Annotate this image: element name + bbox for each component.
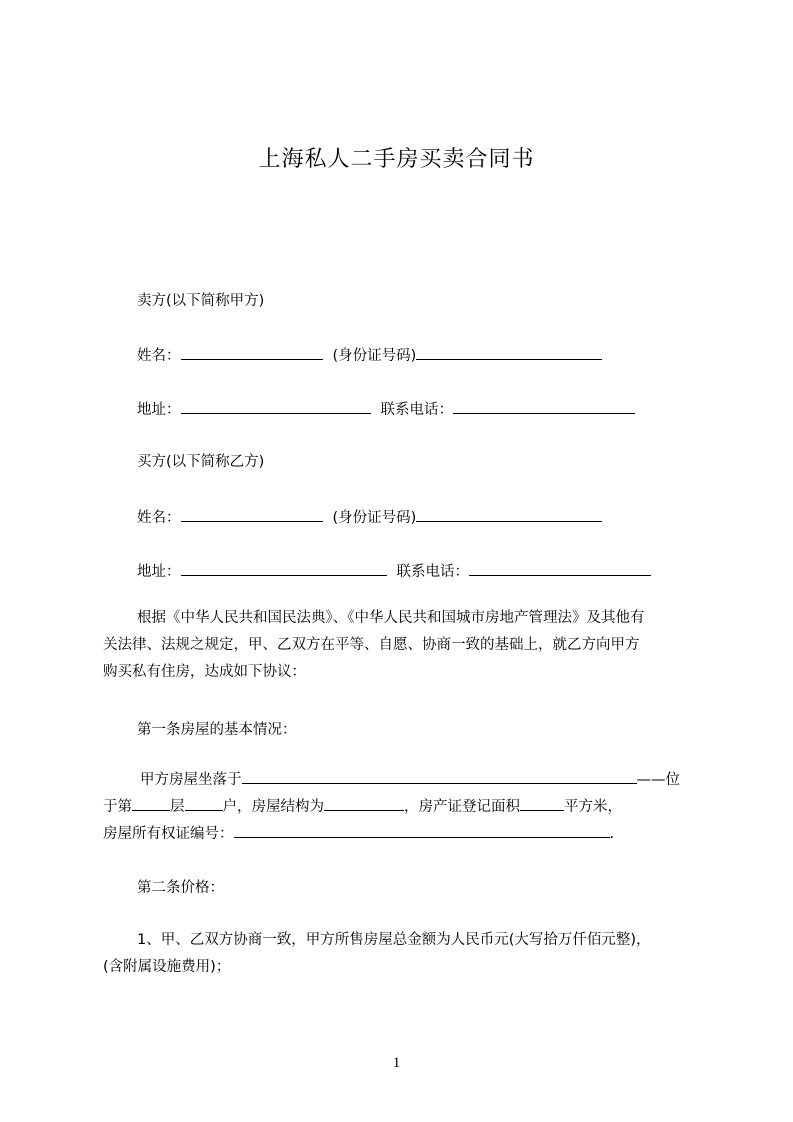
buyer-address-label: 地址： [137,564,181,580]
buyer-phone-blank[interactable] [469,560,651,576]
article1-paragraph [103,767,703,848]
area-unit: 平方米， [564,799,622,815]
preamble-line: 根据《中华人民共和国民法典》、《中华人民共和国城市房地产管理法》及其他有 [137,610,645,626]
location-label: 甲方房屋坐落于 [140,772,242,788]
certificate-blank[interactable] [234,822,610,838]
preamble-paragraph [103,605,703,686]
area-label: ，房产证登记面积 [404,799,520,815]
seller-name-row [137,344,602,366]
area-blank[interactable] [520,795,564,811]
article2-line: (含附属设施费用)； [103,959,231,975]
seller-name-blank[interactable] [181,344,323,360]
article2-line: 1、甲、乙双方协商一致，甲方所售房屋总金额为人民币元(大写拾万仟佰元整)， [137,932,651,948]
seller-phone-label: 联系电话： [380,402,453,418]
certificate-end: . [609,826,615,842]
structure-label: 户，房屋结构为 [222,799,324,815]
unit-blank[interactable] [185,795,223,811]
seller-heading: 卖方(以下简称甲方) [137,293,265,309]
article1-line [103,821,703,848]
buyer-phone-label: 联系电话： [396,564,469,580]
structure-blank[interactable] [324,795,404,811]
page-title: 上海私人二手房买卖合同书 [258,147,535,172]
buyer-name-row [137,506,602,528]
seller-id-label: (身份证号码) [332,348,417,364]
preamble-line: 购买私有住房，达成如下协议： [103,664,306,680]
floor-blank[interactable] [132,795,170,811]
buyer-address-row [137,560,651,582]
buyer-name-blank[interactable] [181,506,323,522]
seller-address-blank[interactable] [181,398,371,414]
buyer-address-blank[interactable] [181,560,387,576]
page-number: 1 [392,1055,401,1071]
buyer-id-label: (身份证号码) [332,510,417,526]
certificate-label: 房屋所有权证编号： [103,826,234,842]
floor-label: 层 [170,799,185,815]
article1-line [103,794,703,821]
seller-address-row [137,398,635,420]
floor-prefix: 于第 [103,799,132,815]
location-blank[interactable] [242,768,637,784]
buyer-id-blank[interactable] [416,506,602,522]
buyer-name-label: 姓名： [137,510,181,526]
seller-phone-blank[interactable] [453,398,635,414]
buyer-heading: 买方(以下简称乙方) [137,454,265,470]
location-suffix: ——位 [636,772,680,788]
seller-id-blank[interactable] [416,344,602,360]
article2-heading: 第二条价格： [137,880,224,896]
article2-paragraph [103,927,703,981]
article1-line [103,767,703,794]
article1-heading: 第一条房屋的基本情况： [137,722,297,738]
seller-address-label: 地址： [137,402,181,418]
seller-name-label: 姓名： [137,348,181,364]
preamble-line: 关法律、法规之规定，甲、乙双方在平等、自愿、协商一致的基础上，就乙方向甲方 [103,637,640,653]
